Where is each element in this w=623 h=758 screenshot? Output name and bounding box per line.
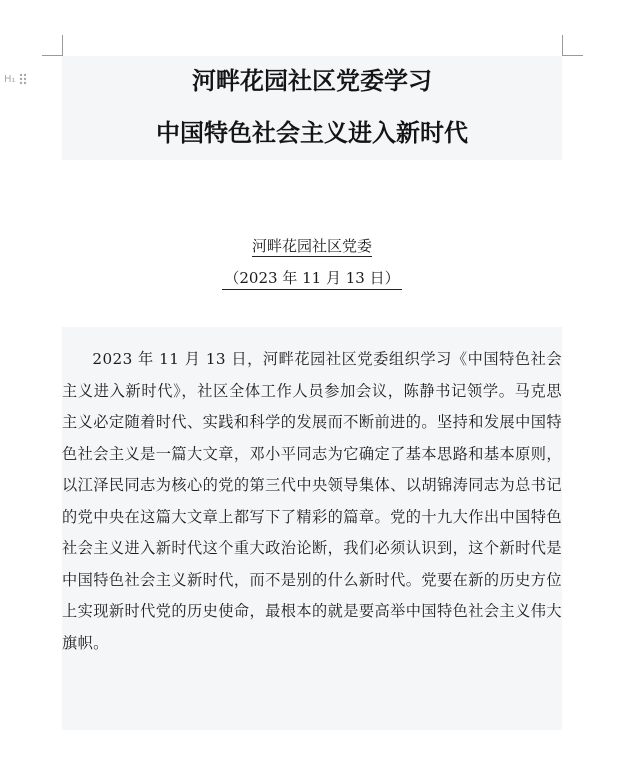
- document-title-line-1[interactable]: 河畔花园社区党委学习: [192, 66, 432, 95]
- document-date[interactable]: （2023 年 11 月 13 日）: [222, 269, 401, 290]
- drag-handle-icon: [19, 73, 27, 85]
- date-line[interactable]: [62, 268, 562, 288]
- page-corner-mark-top-left: [42, 35, 63, 56]
- heading-drag-handle[interactable]: [4, 73, 27, 85]
- organization-name[interactable]: 河畔花园社区党委: [251, 237, 372, 255]
- document-title-line-2[interactable]: 中国特色社会主义进入新时代: [156, 118, 468, 147]
- document-title-block[interactable]: [62, 56, 562, 160]
- organization-line[interactable]: [62, 236, 562, 256]
- page-corner-mark-top-right: [562, 35, 583, 56]
- body-paragraph-block[interactable]: [62, 327, 562, 730]
- body-paragraph[interactable]: 2023 年 11 月 13 日，河畔花园社区党委组织学习《中国特色社会主义进入新时代》，社区全体工作人员参加会议，陈静书记领学。马克思主义必定随着时代、实践和科学的发展而不断前进的。坚持和发展中国特色社会主义是一篇大文章，邓小平同志为它确定了基本思路和基本原则，以江泽民同志为核心的党的第三代中央领导集体、以胡锦涛同志为总书记的党中央在这篇大文章上都写下了精彩的篇章。党的十九大作出中国特色社会主义进入新时代这个重大政治论断，我们必须认识到，这个新时代是中国特色社会主义新时代，而不是别的什么新时代。党要在新的历史方位上实现新时代党的历史使命，最根本的就是要高举中国特色社会主义伟大旗帜。: [62, 350, 562, 652]
- heading-level-label: H₁: [4, 73, 16, 85]
